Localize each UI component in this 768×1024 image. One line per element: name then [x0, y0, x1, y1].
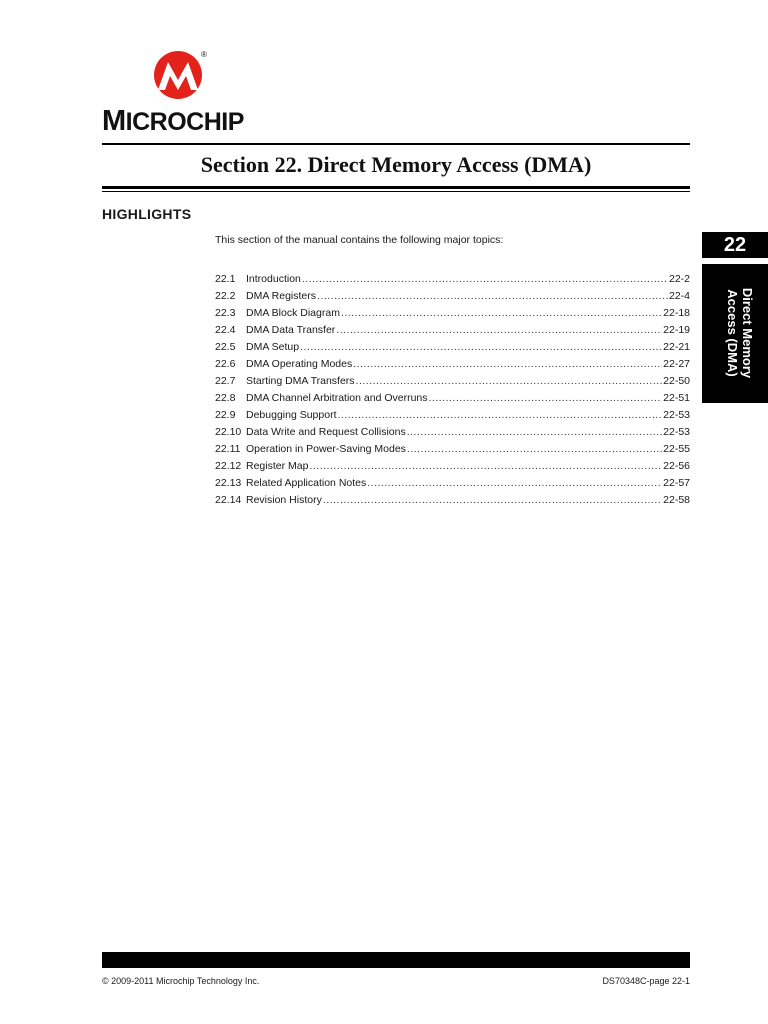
table-of-contents	[215, 271, 690, 509]
toc-entry[interactable]	[215, 271, 690, 288]
section-side-tab	[702, 232, 768, 403]
toc-title: Debugging Support	[246, 409, 337, 421]
title-rule-top	[102, 143, 690, 145]
toc-number: 22.4	[215, 324, 236, 336]
toc-title: Starting DMA Transfers	[246, 375, 355, 387]
toc-page-number: 22-53	[663, 409, 690, 421]
side-tab-line-2: Access (DMA)	[725, 289, 740, 377]
brand-wordmark	[102, 106, 262, 136]
side-tab-line-1: Direct Memory	[740, 287, 755, 379]
toc-page-number: 22-53	[663, 426, 690, 438]
footer-copyright: © 2009-2011 Microchip Technology Inc.	[102, 976, 260, 986]
side-tab-number: 22	[702, 232, 768, 258]
toc-page-number: 22-18	[663, 307, 690, 319]
registered-mark: ®	[201, 50, 207, 59]
toc-entry[interactable]	[215, 390, 690, 407]
toc-page-number: 22-2	[668, 273, 690, 285]
toc-leader-dots	[317, 288, 668, 305]
toc-entry[interactable]	[215, 356, 690, 373]
microchip-logo-icon	[148, 50, 208, 100]
toc-entry[interactable]	[215, 373, 690, 390]
toc-page-number: 22-57	[663, 477, 690, 489]
intro-text: This section of the manual contains the following major topics:	[215, 234, 504, 246]
toc-leader-dots	[367, 475, 662, 492]
toc-entry[interactable]	[215, 475, 690, 492]
toc-page-number: 22-55	[663, 443, 690, 455]
toc-title: DMA Block Diagram	[246, 307, 340, 319]
toc-entry[interactable]	[215, 288, 690, 305]
toc-title: DMA Data Transfer	[246, 324, 336, 336]
toc-entry[interactable]	[215, 305, 690, 322]
toc-entry[interactable]	[215, 424, 690, 441]
brand-initial: M	[102, 105, 126, 137]
toc-number: 22.9	[215, 409, 236, 421]
toc-page-number: 22-21	[663, 341, 690, 353]
toc-title: Revision History	[246, 494, 322, 506]
toc-leader-dots	[353, 356, 662, 373]
toc-title: DMA Registers	[246, 290, 317, 302]
toc-number: 22.13	[215, 477, 242, 489]
toc-number: 22.6	[215, 358, 236, 370]
toc-leader-dots	[341, 305, 662, 322]
toc-number: 22.12	[215, 460, 242, 472]
toc-entry[interactable]	[215, 339, 690, 356]
toc-leader-dots	[356, 373, 663, 390]
toc-leader-dots	[407, 441, 662, 458]
toc-title: DMA Setup	[246, 341, 300, 353]
footer-page-ref: DS70348C-page 22-1	[602, 976, 690, 986]
footer-bar	[102, 952, 690, 968]
toc-number: 22.5	[215, 341, 236, 353]
toc-number: 22.2	[215, 290, 236, 302]
toc-page-number: 22-58	[663, 494, 690, 506]
toc-entry[interactable]	[215, 441, 690, 458]
toc-page-number: 22-27	[663, 358, 690, 370]
toc-leader-dots	[302, 271, 668, 288]
toc-number: 22.11	[215, 443, 241, 455]
toc-number: 22.1	[215, 273, 236, 285]
toc-title: Operation in Power-Saving Modes	[246, 443, 406, 455]
toc-title: Related Application Notes	[246, 477, 367, 489]
toc-leader-dots	[338, 407, 663, 424]
toc-number: 22.8	[215, 392, 236, 404]
toc-title: Introduction	[246, 273, 301, 285]
brand-rest: ICROCHIP	[125, 108, 244, 136]
toc-title: Data Write and Request Collisions	[246, 426, 406, 438]
microchip-logo	[102, 50, 262, 140]
toc-title: DMA Channel Arbitration and Overruns	[246, 392, 428, 404]
toc-page-number: 22-50	[663, 375, 690, 387]
highlights-heading: HIGHLIGHTS	[102, 206, 192, 222]
toc-page-number: 22-56	[663, 460, 690, 472]
toc-number: 22.7	[215, 375, 236, 387]
toc-entry[interactable]	[215, 492, 690, 509]
toc-number: 22.10	[215, 426, 242, 438]
toc-entry[interactable]	[215, 458, 690, 475]
toc-number: 22.14	[215, 494, 242, 506]
side-tab-label	[715, 264, 755, 403]
toc-leader-dots	[309, 458, 662, 475]
toc-leader-dots	[300, 339, 662, 356]
toc-page-number: 22-4	[668, 290, 690, 302]
toc-page-number: 22-51	[663, 392, 690, 404]
section-title: Section 22. Direct Memory Access (DMA)	[200, 152, 592, 177]
toc-leader-dots	[429, 390, 663, 407]
title-rule-bottom-thin	[102, 191, 690, 192]
toc-leader-dots	[336, 322, 662, 339]
toc-title: Register Map	[246, 460, 309, 472]
toc-leader-dots	[407, 424, 662, 441]
toc-entry[interactable]	[215, 407, 690, 424]
toc-title: DMA Operating Modes	[246, 358, 353, 370]
toc-number: 22.3	[215, 307, 236, 319]
title-rule-bottom-thick	[102, 186, 690, 189]
toc-entry[interactable]	[215, 322, 690, 339]
side-tab-label-box	[702, 264, 768, 403]
toc-leader-dots	[323, 492, 662, 509]
toc-page-number: 22-19	[663, 324, 690, 336]
